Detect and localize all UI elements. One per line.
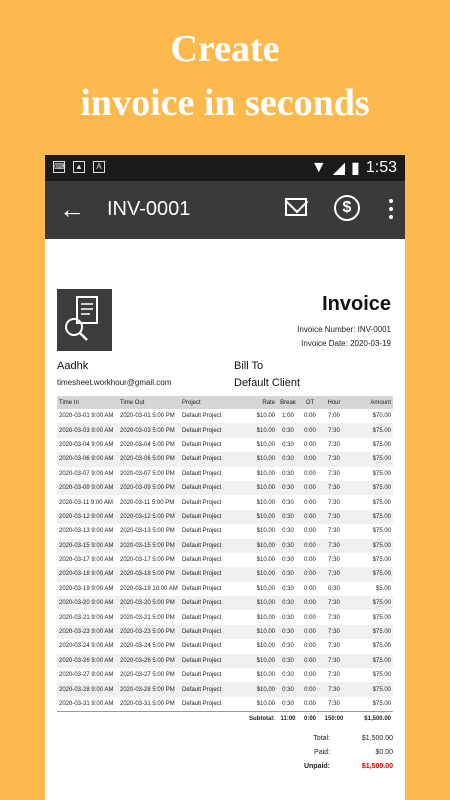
unpaid-label: Unpaid: bbox=[303, 763, 330, 770]
table-cell: $75.00 bbox=[347, 481, 393, 495]
total-label: Total: bbox=[313, 735, 330, 742]
table-cell: 7:30 bbox=[321, 481, 347, 495]
table-cell: 0:00 bbox=[304, 614, 316, 621]
table-cell: 2020-03-06 9:00 AM bbox=[57, 452, 118, 466]
table-cell: 2020-03-23 9:00 AM bbox=[57, 625, 118, 639]
table-row bbox=[57, 625, 393, 639]
status-time: 1:53 bbox=[365, 159, 397, 176]
table-cell: $10.00 bbox=[244, 452, 277, 466]
table-cell: 0:00 bbox=[299, 423, 321, 437]
table-cell: 0:00 bbox=[299, 596, 321, 610]
payment-dollar-icon[interactable]: $ bbox=[334, 195, 360, 221]
table-cell: 7:30 bbox=[328, 528, 340, 535]
table-cell: 0:00 bbox=[304, 413, 316, 420]
table-cell: Default Project bbox=[182, 499, 222, 506]
table-cell: 0:00 bbox=[299, 481, 321, 495]
table-cell: $75.00 bbox=[347, 423, 393, 437]
table-cell: $75.00 bbox=[372, 441, 391, 448]
bill-to-label: Bill To bbox=[234, 360, 264, 372]
wifi-icon: ▼ bbox=[310, 159, 327, 176]
table-cell: $10.00 bbox=[256, 413, 275, 420]
table-cell: 7:30 bbox=[321, 539, 347, 553]
table-row bbox=[57, 481, 393, 495]
table-cell: Default Project bbox=[182, 470, 222, 477]
total-row bbox=[225, 732, 393, 746]
table-cell: $10.00 bbox=[244, 481, 277, 495]
table-cell: $75.00 bbox=[347, 654, 393, 668]
signal-icon: ◢ bbox=[332, 160, 346, 177]
table-cell: 0:30 bbox=[282, 701, 294, 707]
table-cell: 2020-03-15 9:00 AM bbox=[57, 539, 118, 553]
table-cell: Default Project bbox=[182, 672, 222, 679]
table-cell: 2020-03-07 9:00 AM bbox=[59, 470, 114, 477]
table-cell: 7:00 bbox=[328, 413, 340, 420]
table-cell: 7:30 bbox=[321, 654, 347, 668]
table-row bbox=[57, 467, 393, 481]
table-cell: $10.00 bbox=[244, 567, 277, 581]
table-cell: $10.00 bbox=[256, 701, 275, 707]
phone-screen bbox=[45, 155, 405, 800]
table-cell: 0:30 bbox=[277, 452, 299, 466]
subtotal-label: Subtotal: bbox=[244, 712, 277, 727]
keyboard-icon: ⌨ bbox=[54, 162, 66, 171]
more-vert-icon[interactable] bbox=[389, 199, 393, 219]
app-bar-title: INV-0001 bbox=[107, 198, 191, 220]
table-cell: 2020-03-18 9:00 AM bbox=[57, 567, 118, 581]
table-row bbox=[57, 409, 393, 423]
subtotal-amount: $1,500.00 bbox=[347, 712, 393, 727]
table-cell: Default Project bbox=[182, 643, 222, 650]
table-cell: 0:00 bbox=[304, 470, 316, 477]
table-cell: 0:00 bbox=[299, 682, 321, 696]
table-cell: 2020-03-11 5:00 PM bbox=[120, 499, 175, 506]
table-cell: Default Project bbox=[182, 557, 222, 564]
table-row bbox=[57, 668, 393, 682]
table-cell: Default Project bbox=[180, 452, 244, 466]
table-cell: $10.00 bbox=[256, 470, 275, 477]
table-cell: 2020-03-27 9:00 AM bbox=[59, 672, 114, 679]
col-ot: OT bbox=[299, 396, 321, 409]
table-cell: Default Project bbox=[180, 423, 244, 437]
battery-icon: ▮ bbox=[351, 160, 360, 177]
table-cell: 2020-03-11 9:00 AM bbox=[59, 499, 113, 506]
unpaid-row bbox=[225, 760, 393, 774]
col-rate: Rate bbox=[244, 396, 277, 409]
table-cell: 2020-03-26 5:00 PM bbox=[118, 654, 180, 668]
table-row bbox=[57, 495, 393, 509]
table-cell: 2020-03-04 9:00 AM bbox=[59, 441, 114, 448]
table-cell: 0:00 bbox=[299, 510, 321, 524]
table-cell: 0:30 bbox=[282, 585, 294, 592]
table-cell: 2020-03-19 10:00 AM bbox=[120, 585, 178, 592]
table-cell: $70.00 bbox=[372, 413, 391, 420]
from-name: Aadhk bbox=[57, 360, 89, 372]
table-cell: 0:00 bbox=[299, 567, 321, 581]
table-cell: Default Project bbox=[182, 614, 222, 621]
totals-block bbox=[225, 732, 393, 774]
table-cell: 0:30 bbox=[328, 585, 340, 592]
table-cell: $10.00 bbox=[244, 682, 277, 696]
table-cell: 2020-03-09 5:00 PM bbox=[118, 481, 180, 495]
table-cell: 2020-03-26 9:00 AM bbox=[57, 654, 118, 668]
table-cell: 2020-03-20 9:00 AM bbox=[57, 596, 118, 610]
table-cell: 2020-03-24 5:00 PM bbox=[120, 643, 175, 650]
table-cell: 2020-03-19 9:00 AM bbox=[59, 585, 114, 592]
table-cell: 0:30 bbox=[277, 539, 299, 553]
col-project: Project bbox=[180, 396, 244, 409]
table-cell: $75.00 bbox=[372, 643, 391, 650]
table-cell: 7:30 bbox=[321, 423, 347, 437]
subtotal-break: 11:00 bbox=[277, 712, 299, 727]
table-cell: 7:30 bbox=[321, 510, 347, 524]
table-cell: 0:00 bbox=[304, 528, 316, 535]
table-row bbox=[57, 423, 393, 437]
table-cell: 2020-03-03 5:00 PM bbox=[118, 423, 180, 437]
table-cell: 0:00 bbox=[304, 585, 316, 592]
email-icon[interactable] bbox=[285, 198, 307, 216]
table-cell: $10.00 bbox=[244, 625, 277, 639]
table-cell: Default Project bbox=[182, 701, 222, 707]
table-cell: 0:30 bbox=[277, 510, 299, 524]
table-cell: 7:30 bbox=[321, 452, 347, 466]
table-cell: 0:30 bbox=[282, 528, 294, 535]
table-cell: Default Project bbox=[182, 528, 222, 535]
table-cell: 0:30 bbox=[277, 654, 299, 668]
table-cell: 7:30 bbox=[328, 499, 340, 506]
table-cell: Default Project bbox=[180, 510, 244, 524]
paid-label: Paid: bbox=[314, 749, 330, 756]
table-cell: $75.00 bbox=[347, 682, 393, 696]
table-cell: 2020-03-21 5:00 PM bbox=[120, 614, 175, 621]
table-cell: $10.00 bbox=[256, 557, 275, 564]
subtotal-row bbox=[57, 712, 393, 727]
table-cell: 1:00 bbox=[282, 413, 294, 420]
table-cell: 0:00 bbox=[304, 441, 316, 448]
table-cell: 2020-03-21 9:00 AM bbox=[59, 614, 114, 621]
table-cell: 7:30 bbox=[328, 701, 340, 707]
table-cell: 0:00 bbox=[299, 452, 321, 466]
invoice-date: Invoice Date: 2020-03-19 bbox=[301, 339, 391, 348]
table-cell: 0:00 bbox=[304, 701, 316, 707]
table-cell: 0:00 bbox=[304, 499, 316, 506]
table-cell: $10.00 bbox=[256, 528, 275, 535]
table-row bbox=[57, 524, 393, 538]
table-cell: Default Project bbox=[180, 682, 244, 696]
table-cell: $75.00 bbox=[372, 701, 391, 707]
table-cell: 2020-03-12 9:00 AM bbox=[57, 510, 118, 524]
table-cell: $10.00 bbox=[256, 585, 275, 592]
back-arrow-icon[interactable]: ← bbox=[59, 194, 85, 224]
table-cell: 2020-03-28 9:00 AM bbox=[57, 682, 118, 696]
table-cell: $10.00 bbox=[244, 423, 277, 437]
table-cell: 2020-03-20 5:00 PM bbox=[118, 596, 180, 610]
table-cell: $75.00 bbox=[347, 452, 393, 466]
table-cell: 2020-03-17 5:00 PM bbox=[120, 557, 175, 564]
table-cell: 2020-03-31 5:00 PM bbox=[120, 701, 175, 707]
table-cell: 0:00 bbox=[299, 539, 321, 553]
table-row bbox=[57, 438, 393, 452]
col-time-out: Time Out bbox=[118, 396, 180, 409]
bill-to-client: Default Client bbox=[234, 377, 301, 389]
table-cell: $10.00 bbox=[244, 510, 277, 524]
table-cell: 0:00 bbox=[299, 625, 321, 639]
table-cell: 0:30 bbox=[282, 614, 294, 621]
promo-line-2: invoice in seconds bbox=[80, 82, 370, 124]
table-cell: 0:30 bbox=[282, 672, 294, 679]
table-cell: 0:30 bbox=[282, 557, 294, 564]
table-cell: 2020-03-28 5:00 PM bbox=[118, 682, 180, 696]
table-cell: 2020-03-15 5:00 PM bbox=[118, 539, 180, 553]
table-cell: Default Project bbox=[180, 481, 244, 495]
app-a-icon: A bbox=[93, 161, 105, 173]
table-cell: 2020-03-03 9:00 AM bbox=[57, 423, 118, 437]
table-cell: 0:30 bbox=[277, 596, 299, 610]
table-row bbox=[57, 539, 393, 553]
table-cell: 7:30 bbox=[328, 441, 340, 448]
table-cell: $10.00 bbox=[256, 499, 275, 506]
table-cell: $75.00 bbox=[372, 557, 391, 564]
table-row bbox=[57, 510, 393, 524]
table-cell: 0:30 bbox=[277, 481, 299, 495]
table-cell: $10.00 bbox=[244, 596, 277, 610]
table-cell: $10.00 bbox=[244, 539, 277, 553]
promo-headline bbox=[0, 22, 450, 130]
table-cell: $75.00 bbox=[372, 470, 391, 477]
col-hour: Hour bbox=[321, 396, 347, 409]
table-cell: $75.00 bbox=[372, 672, 391, 679]
table-row bbox=[57, 553, 393, 567]
table-cell: 0:00 bbox=[304, 557, 316, 564]
col-break: Break bbox=[277, 396, 299, 409]
table-cell: 0:00 bbox=[304, 672, 316, 679]
table-cell: 7:30 bbox=[328, 643, 340, 650]
table-cell: 2020-03-24 9:00 AM bbox=[59, 643, 114, 650]
table-cell: $10.00 bbox=[256, 614, 275, 621]
table-cell: 0:30 bbox=[282, 499, 294, 506]
table-cell: 2020-03-06 5:00 PM bbox=[118, 452, 180, 466]
table-cell: $75.00 bbox=[347, 625, 393, 639]
status-bar bbox=[45, 155, 405, 181]
table-cell: 0:30 bbox=[277, 625, 299, 639]
table-row bbox=[57, 452, 393, 466]
from-email: timesheet.workhour@gmail.com bbox=[57, 378, 172, 387]
table-cell: 7:30 bbox=[328, 672, 340, 679]
table-cell: 2020-03-17 9:00 AM bbox=[59, 557, 114, 564]
table-cell: 0:30 bbox=[277, 567, 299, 581]
table-cell: 2020-03-04 5:00 PM bbox=[120, 441, 175, 448]
table-cell: 2020-03-18 5:00 PM bbox=[118, 567, 180, 581]
invoice-heading: Invoice bbox=[322, 293, 391, 315]
table-cell: 2020-03-09 9:00 AM bbox=[57, 481, 118, 495]
table-cell: Default Project bbox=[180, 567, 244, 581]
paid-row bbox=[225, 746, 393, 760]
paid-value: $0.00 bbox=[375, 749, 393, 756]
table-cell: 2020-03-23 5:00 PM bbox=[118, 625, 180, 639]
table-cell: $10.00 bbox=[256, 441, 275, 448]
invoice-logo bbox=[57, 289, 112, 351]
table-cell: 7:30 bbox=[321, 625, 347, 639]
table-row bbox=[57, 567, 393, 581]
table-header-row bbox=[57, 396, 393, 409]
table-cell: 2020-03-07 5:00 PM bbox=[120, 470, 175, 477]
table-cell: Default Project bbox=[182, 413, 222, 420]
table-cell: 0:30 bbox=[282, 643, 294, 650]
table-cell: 2020-03-27 5:00 PM bbox=[120, 672, 175, 679]
table-cell: 0:30 bbox=[277, 682, 299, 696]
table-cell: $75.00 bbox=[347, 596, 393, 610]
table-cell: $5.00 bbox=[375, 585, 391, 592]
invoice-items-table bbox=[57, 396, 393, 726]
table-cell: 2020-03-01 5:00 PM bbox=[120, 413, 175, 420]
table-cell: 0:30 bbox=[277, 423, 299, 437]
table-cell: 7:30 bbox=[328, 557, 340, 564]
table-cell: Default Project bbox=[182, 441, 222, 448]
app-bar bbox=[45, 181, 405, 239]
table-cell: 2020-03-12 5:00 PM bbox=[118, 510, 180, 524]
table-cell: Default Project bbox=[180, 539, 244, 553]
table-cell: $10.00 bbox=[244, 654, 277, 668]
col-time-in: Time In bbox=[57, 396, 118, 409]
table-cell: 0:30 bbox=[282, 441, 294, 448]
invoice-number: Invoice Number: INV-0001 bbox=[297, 325, 391, 334]
table-cell: 7:30 bbox=[321, 682, 347, 696]
table-row bbox=[57, 682, 393, 696]
table-cell: 2020-03-13 5:00 PM bbox=[120, 528, 175, 535]
subtotal-hour: 150:00 bbox=[321, 712, 347, 727]
table-cell: 7:30 bbox=[321, 567, 347, 581]
table-cell: 0:30 bbox=[282, 470, 294, 477]
table-cell: 7:30 bbox=[328, 470, 340, 477]
table-cell: Default Project bbox=[180, 654, 244, 668]
table-cell: 0:00 bbox=[304, 643, 316, 650]
table-row bbox=[57, 610, 393, 624]
invoice-document bbox=[45, 239, 405, 800]
table-cell: $75.00 bbox=[372, 614, 391, 621]
table-cell: $75.00 bbox=[347, 539, 393, 553]
subtotal-ot: 0:00 bbox=[299, 712, 321, 727]
table-cell: $75.00 bbox=[372, 528, 391, 535]
table-row bbox=[57, 596, 393, 610]
table-cell: 7:30 bbox=[328, 614, 340, 621]
table-row bbox=[57, 697, 393, 712]
total-value: $1,500.00 bbox=[361, 735, 393, 742]
table-cell: $75.00 bbox=[372, 499, 391, 506]
table-cell: Default Project bbox=[180, 596, 244, 610]
table-cell: $10.00 bbox=[256, 643, 275, 650]
table-cell: 2020-03-01 9:00 AM bbox=[59, 413, 114, 420]
table-cell: $75.00 bbox=[347, 567, 393, 581]
table-cell: 7:30 bbox=[321, 596, 347, 610]
image-icon: ▲ bbox=[73, 161, 85, 173]
table-cell: Default Project bbox=[180, 625, 244, 639]
table-cell: 2020-03-31 9:00 AM bbox=[59, 701, 114, 707]
table-cell: Default Project bbox=[182, 585, 222, 592]
unpaid-value: $1,500.00 bbox=[361, 763, 393, 770]
table-row bbox=[57, 654, 393, 668]
promo-line-1: Create bbox=[170, 28, 280, 70]
table-row bbox=[57, 582, 393, 596]
table-cell: 2020-03-13 9:00 AM bbox=[59, 528, 114, 535]
col-amount: Amount bbox=[347, 396, 393, 409]
table-cell: 0:00 bbox=[299, 654, 321, 668]
table-cell: $10.00 bbox=[256, 672, 275, 679]
table-cell: $75.00 bbox=[347, 510, 393, 524]
table-row bbox=[57, 639, 393, 653]
